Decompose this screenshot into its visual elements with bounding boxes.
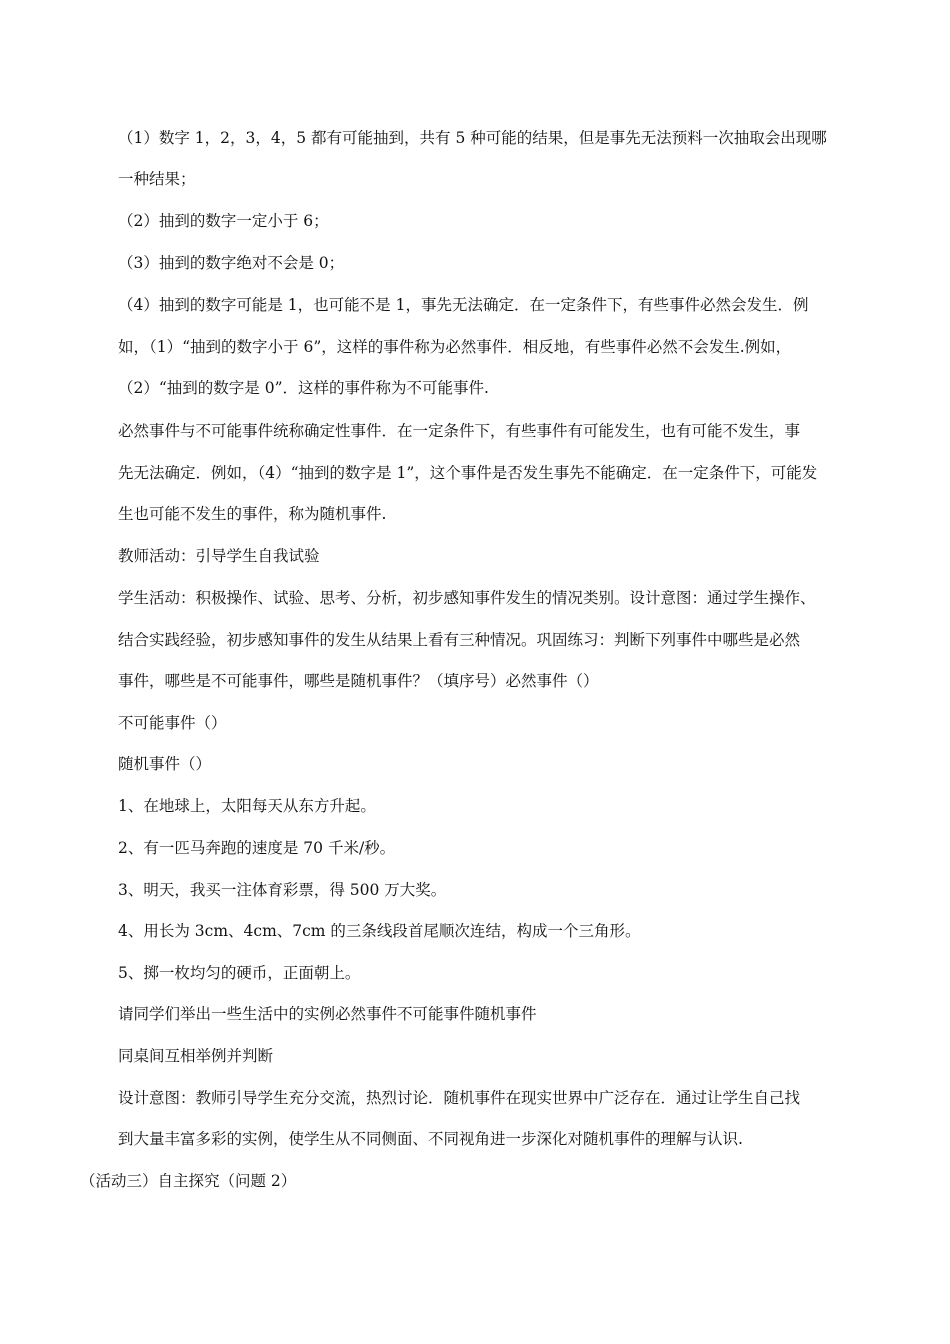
text-line-21: 5、掷一枚均匀的硬币，正面朝上。 (118, 964, 361, 982)
text-line-5: （4）抽到的数字可能是 1，也可能不是 1，事先无法确定．在一定条件下，有些事件必然会发生．例 (118, 296, 809, 314)
text-line-22: 请同学们举出一些生活中的实例必然事件不可能事件随机事件 (118, 1005, 537, 1023)
text-line-8: 必然事件与不可能事件统称确定性事件．在一定条件下，有些事件有可能发生，也有可能不发生，事 (118, 422, 801, 440)
text-line-7: （2）“抽到的数字是 0”．这样的事件称为不可能事件. (118, 379, 489, 397)
text-line-1: （1）数字 1，2，3，4，5 都有可能抽到，共有 5 种可能的结果，但是事先无法预料一次抽取会出现哪 (118, 129, 827, 147)
text-line-18: 2、有一匹马奔跑的速度是 70 千米/秒。 (118, 839, 396, 857)
text-line-16: 随机事件（） (118, 755, 212, 773)
text-line-11: 教师活动：引导学生自我试验 (118, 547, 320, 565)
text-line-13: 结合实践经验，初步感知事件的发生从结果上看有三种情况。巩固练习：判断下列事件中哪些是必然 (118, 631, 801, 649)
text-line-3: （2）抽到的数字一定小于 6； (118, 212, 329, 230)
text-line-25: 到大量丰富多彩的实例，使学生从不同侧面、不同视角进一步深化对随机事件的理解与认识. (118, 1130, 743, 1148)
text-line-4: （3）抽到的数字绝对不会是 0； (118, 254, 345, 272)
text-line-12: 学生活动：积极操作、试验、思考、分析，初步感知事件发生的情况类别。设计意图：通过学生操作、 (118, 589, 816, 607)
text-line-26: （活动三）自主探究（问题 2） (80, 1172, 297, 1190)
text-line-14: 事件，哪些是不可能事件，哪些是随机事件？（填序号）必然事件（） (118, 672, 599, 690)
text-line-19: 3、明天，我买一注体育彩票，得 500 万大奖。 (118, 881, 447, 899)
text-line-2: 一种结果； (118, 170, 196, 188)
text-line-17: 1、在地球上，太阳每天从东方升起。 (118, 797, 376, 815)
text-line-20: 4、用长为 3cm、4cm、7cm 的三条线段首尾顺次连结，构成一个三角形。 (118, 922, 641, 940)
text-line-24: 设计意图：教师引导学生充分交流，热烈讨论．随机事件在现实世界中广泛存在．通过让学生自己找 (118, 1089, 801, 1107)
text-line-23: 同桌间互相举例并判断 (118, 1047, 274, 1065)
text-line-6: 如，（1）“抽到的数字小于 6”，这样的事件称为必然事件．相反地，有些事件必然不会发生.例如， (118, 338, 792, 356)
text-line-15: 不可能事件（） (118, 714, 227, 732)
text-line-9: 先无法确定．例如，（4）“抽到的数字是 1”，这个事件是否发生事先不能确定．在一定条件下，可能发 (118, 464, 818, 482)
text-line-10: 生也可能不发生的事件，称为随机事件. (118, 505, 387, 523)
